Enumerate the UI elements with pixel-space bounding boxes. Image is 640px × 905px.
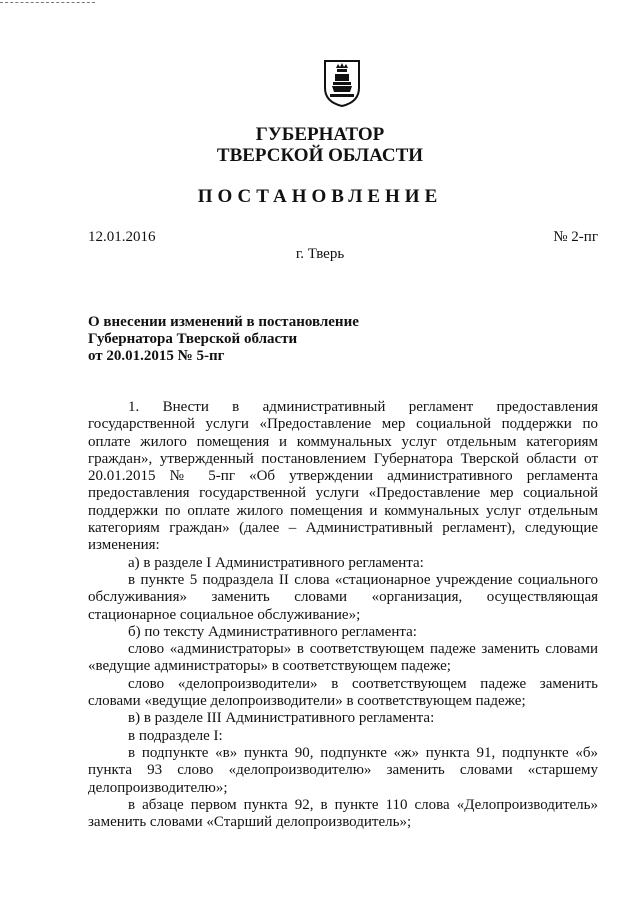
subject-line: О внесении изменений в постановление <box>88 314 359 330</box>
body-paragraph: 1. Внести в административный регламент предоставления государственной услуги «Предоставление мер социальной поддержки по оплате жилого помещения и коммунальных услуг отдельным категориям граждан», утвержденный постановлением Губернатора Тверской области от 20.01.2015 № 5-пг «Об утверждении административного регламента предоставления государственной услуги «Предоставление мер социальной поддержки по оплате жилого помещения и коммунальных услуг отдельным категориям граждан» (далее – Административный регламент), следующие изменения: <box>88 399 598 554</box>
subject-line: Губернатора Тверской области <box>88 331 298 347</box>
body-paragraph: слово «администраторы» в соответствующем падеже заменить словами «ведущие администраторы» в соответствующем падеже; <box>88 641 598 675</box>
document-number: № 2-пг <box>553 229 598 245</box>
body-paragraph: в абзаце первом пункта 92, в пункте 110 слова «Делопроизводитель» заменить словами «Старший делопроизводитель»; <box>88 796 598 831</box>
document-date: 12.01.2016 <box>88 229 156 245</box>
body-paragraph: в) в разделе III Административного регламента: <box>128 710 435 727</box>
body-paragraph: а) в разделе I Административного регламента: <box>128 554 424 571</box>
document-subject <box>88 314 408 365</box>
coat-of-arms-emblem <box>322 58 362 108</box>
document-city: г. Тверь <box>295 246 345 262</box>
body-paragraph: слово «делопроизводители» в соответствующем падеже заменить словами «ведущие делопроизводители» в соответствующем падеже; <box>88 675 598 710</box>
body-paragraph: в подпункте «в» пункта 90, подпункте «ж» пункта 91, подпункте «б» пункта 93 слово «делопроизводителю» заменить словами «старшему делопроизводителю»; <box>88 744 598 796</box>
document-body <box>88 399 598 831</box>
body-paragraph: в подразделе I: <box>128 727 223 744</box>
body-paragraph: в пункте 5 подраздела II слова «стационарное учреждение социального обслуживания» заменить словами «организация, осуществляющая стационарное социальное обслуживание»; <box>88 571 598 623</box>
authority-region: ТВЕРСКОЙ ОБЛАСТИ <box>216 145 424 166</box>
document-type: ПОСТАНОВЛЕНИЕ <box>197 186 443 207</box>
scan-edge-line <box>0 2 95 4</box>
subject-line: от 20.01.2015 № 5-пг <box>88 348 225 364</box>
authority-title: ГУБЕРНАТОР <box>255 124 385 145</box>
body-paragraph: б) по тексту Административного регламента: <box>128 623 417 640</box>
